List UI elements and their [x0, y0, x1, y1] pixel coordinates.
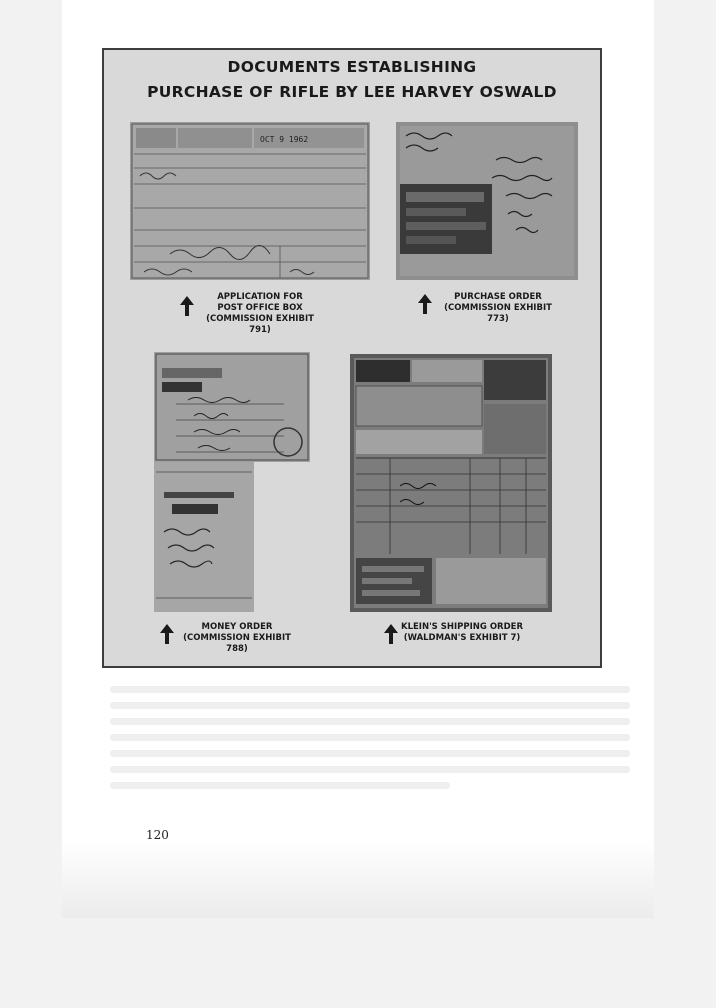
page-shadow: [62, 840, 654, 918]
purchase-order-envelope-image: [396, 122, 578, 280]
svg-text:OCT 9 1962: OCT 9 1962: [260, 135, 309, 144]
exhibit-plate: [102, 48, 602, 668]
show-through-line: [110, 750, 630, 757]
page-number: 120: [146, 828, 169, 842]
post-office-box-application-image: [130, 122, 370, 280]
kleins-shipping-order-caption: KLEIN'S SHIPPING ORDER (WALDMAN'S EXHIBIT 7): [400, 622, 524, 643]
arrow-up-icon: [418, 294, 432, 314]
money-order-image: [154, 352, 310, 612]
show-through-line: [110, 766, 630, 773]
arrow-up-icon: [180, 296, 194, 316]
show-through-line: [110, 702, 630, 709]
show-through-line: [110, 718, 630, 725]
post-office-box-caption: APPLICATION FOR POST OFFICE BOX (COMMISSION EXHIBIT 791): [206, 292, 314, 335]
arrow-up-icon: [160, 624, 174, 644]
show-through-line: [110, 782, 450, 789]
show-through-line: [110, 734, 630, 741]
kleins-shipping-order-image: [350, 354, 552, 612]
purchase-order-caption: PURCHASE ORDER (COMMISSION EXHIBIT 773): [444, 292, 552, 324]
money-order-caption: MONEY ORDER (COMMISSION EXHIBIT 788): [183, 622, 291, 654]
show-through-line: [110, 686, 630, 693]
plate-title-line-2: PURCHASE OF RIFLE BY LEE HARVEY OSWALD: [147, 83, 557, 101]
plate-title-line-1: DOCUMENTS ESTABLISHING: [227, 58, 477, 76]
arrow-up-icon: [384, 624, 398, 644]
